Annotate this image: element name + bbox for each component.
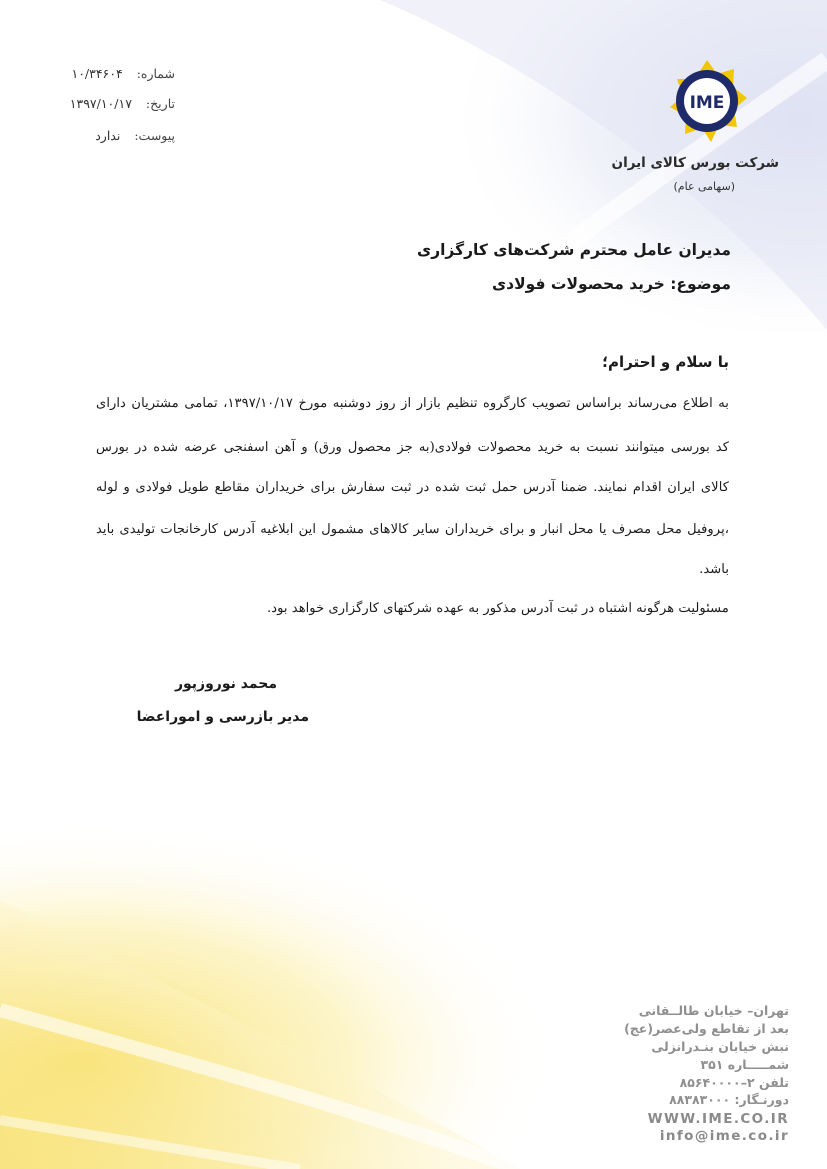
footer-fax: دورنـگار: ۸۸۳۸۳۰۰۰ xyxy=(669,1092,789,1107)
date-label: تاریخ: xyxy=(145,96,175,111)
subject: موضوع: خرید محصولات فولادی xyxy=(491,275,731,293)
signatory-title: مدیر بازرسی و اموراعضا xyxy=(136,709,309,725)
recipient: مدیران عامل محترم شرکت‌های کارگزاری xyxy=(416,241,731,259)
footer-email[interactable]: info@ime.co.ir xyxy=(659,1128,789,1144)
letter-date xyxy=(70,96,175,111)
body-line-4: ،پروفیل محل مصرف یا محل انبار و برای خریداران سایر کالاهای مشمول این ابلاغیه آدرس کارخانجات تولیدی باید xyxy=(96,522,729,537)
ime-logo xyxy=(666,58,748,148)
footer-address-2: بعد از تقاطع ولی‌عصر(عج) xyxy=(624,1021,789,1036)
footer-phone: تلفن ۲–۸۵۶۴۰۰۰۰ xyxy=(679,1075,789,1090)
footer-address-3: نبش خیابان بنـدرانزلی xyxy=(651,1039,789,1054)
number-label: شماره: xyxy=(136,66,175,81)
letter-number xyxy=(71,66,175,81)
body-line-5: باشد. xyxy=(699,562,729,577)
footer-address-4: شمـــــاره ۳۵۱ xyxy=(700,1057,789,1072)
attachment-value: ندارد xyxy=(95,128,121,143)
body-line-2: کد بورسی میتوانند نسبت به خرید محصولات فولادی(به جز محصول ورق) و آهن اسفنجی عرضه شده در بورس xyxy=(96,440,729,455)
company-subtitle: (سهامی عام) xyxy=(673,180,735,193)
body-line-3: کالای ایران اقدام نمایند. ضمنا آدرس حمل ثبت شده در ثبت سفارش برای خریداران مقاطع طویل فولادی و لوله xyxy=(96,480,729,495)
body-line-6: مسئولیت هرگونه اشتباه در ثبت آدرس مذکور به عهده شرکتهای کارگزاری خواهد بود. xyxy=(267,601,729,616)
footer-website[interactable]: WWW.IME.CO.IR xyxy=(647,1111,789,1127)
salutation: با سلام و احترام؛ xyxy=(602,353,729,371)
body-line-1: به اطلاع می‌رساند براساس تصویب کارگروه تنظیم بازار از روز دوشنبه مورخ ۱۳۹۷/۱۰/۱۷، تمامی مشتریان دارای xyxy=(96,396,729,411)
ime-logo-icon xyxy=(666,58,748,148)
logo-text: IME xyxy=(689,93,725,113)
letter-attachment xyxy=(95,128,175,143)
company-name: شرکت بورس کالای ایران xyxy=(611,155,779,171)
date-value: ۱۳۹۷/۱۰/۱۷ xyxy=(69,96,132,111)
signatory-name: محمد نوروزپور xyxy=(174,676,277,692)
attachment-label: پیوست: xyxy=(134,128,175,143)
footer-address-1: تهران– خیابان طالــقانی xyxy=(638,1003,789,1018)
number-value: ۱۰/۳۴۶۰۴ xyxy=(71,66,123,81)
